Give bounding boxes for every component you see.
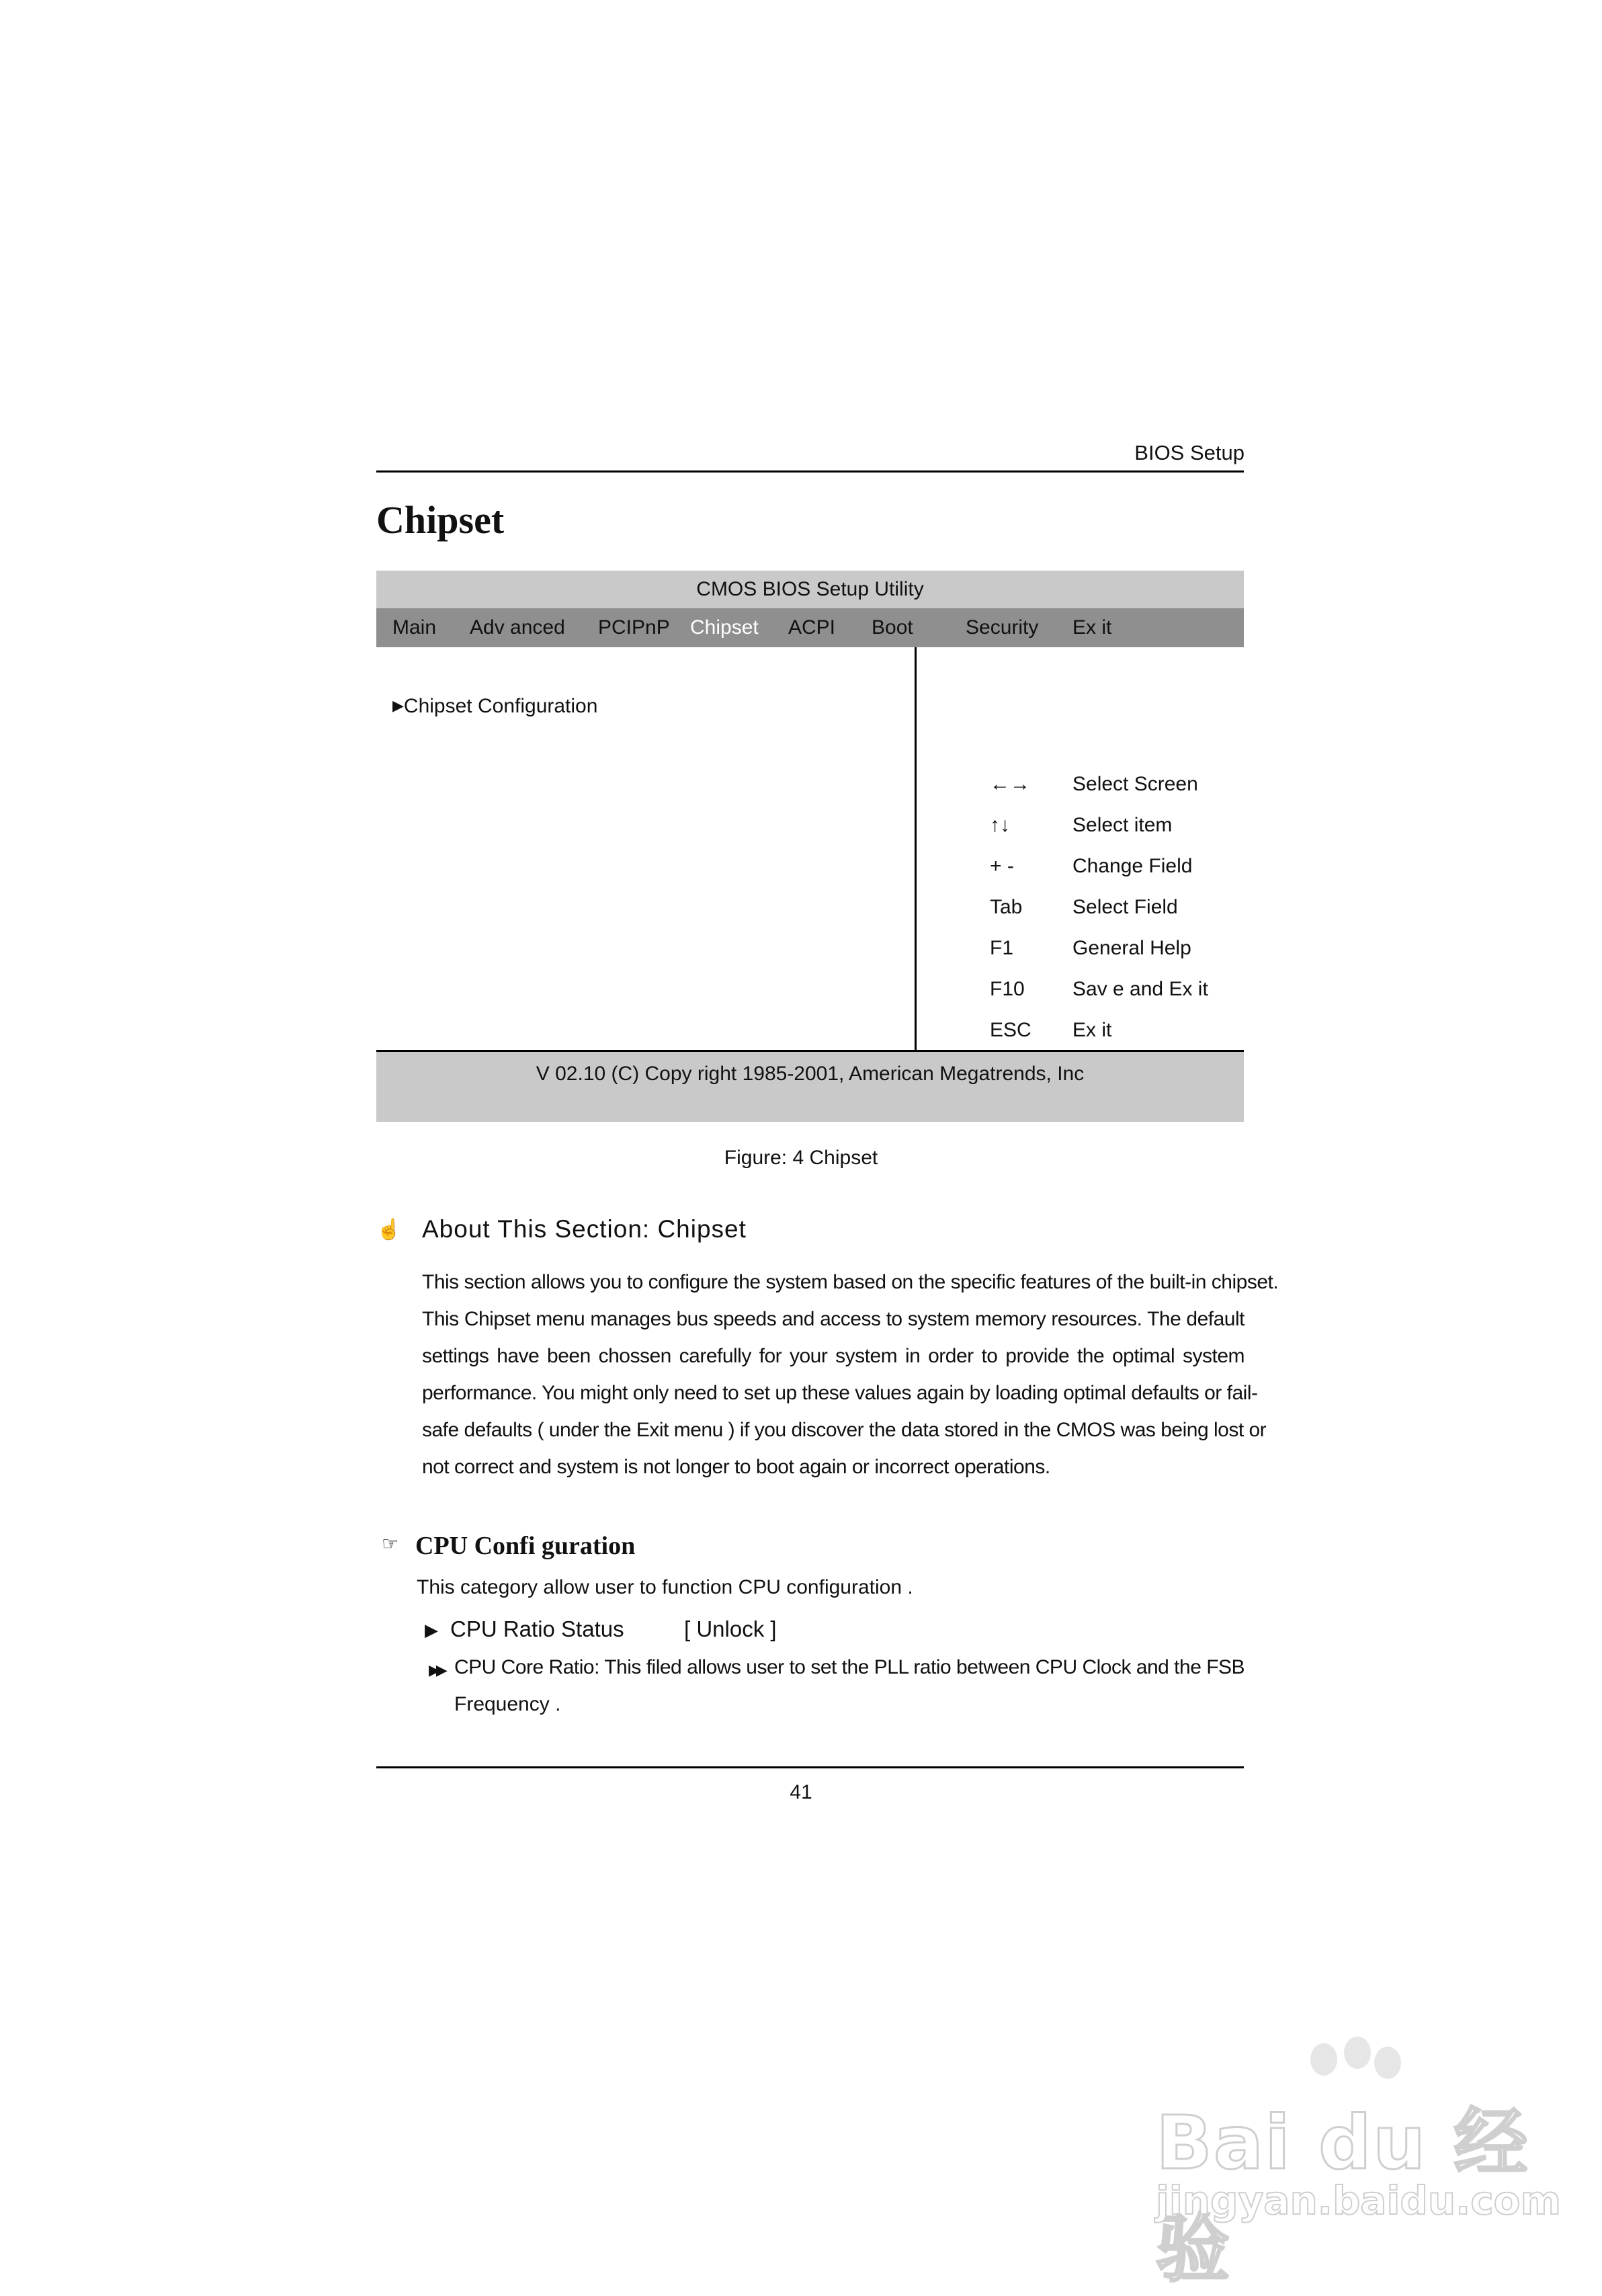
menu-boot[interactable]: Boot [872, 616, 913, 639]
triangle-bullet-icon: ▶ [425, 1620, 438, 1640]
menu-advanced[interactable]: Adv anced [470, 616, 565, 639]
cpu-config-heading: CPU Confi guration [415, 1532, 636, 1560]
help-key-f1: F1 [990, 937, 1014, 959]
paw-pad-icon [1344, 2037, 1371, 2069]
footer-rule [376, 1766, 1244, 1768]
help-key-tab: Tab [990, 896, 1023, 918]
help-key-arrows-lr: ←→ [990, 773, 1030, 795]
hand-pointer-icon: ☝ [376, 1219, 402, 1241]
running-head: BIOS Setup [1134, 441, 1245, 464]
submenu-label: Chipset Configuration [403, 695, 598, 717]
menu-exit[interactable]: Ex it [1072, 616, 1112, 639]
bios-footer [376, 1052, 1244, 1122]
watermark-logo: Bai du 经验 [1156, 2100, 1529, 2292]
about-heading: About This Section: Chipset [422, 1215, 747, 1243]
help-key-esc: ESC [990, 1019, 1031, 1041]
help-desc-select-field: Select Field [1072, 896, 1178, 918]
help-desc-general-help: General Help [1072, 937, 1191, 959]
help-key-plus-minus: + - [990, 855, 1014, 877]
cpu-core-ratio-line-1: CPU Core Ratio: This filed allows user to set the PLL ratio between CPU Clock and the FSB [454, 1656, 1245, 1678]
help-key-arrows-ud: ↑↓ [990, 814, 1010, 836]
header-rule [376, 470, 1244, 473]
submenu-arrow-icon: ▶ [392, 697, 404, 714]
help-desc-change-field: Change Field [1072, 855, 1193, 877]
paw-pad-icon [1310, 2043, 1337, 2076]
cpu-ratio-status-label: CPU Ratio Status [450, 1616, 624, 1641]
bios-title-bar [376, 571, 1244, 608]
page-number: 41 [790, 1781, 812, 1803]
about-line-3: settings have been chossen carefully for your system in order to provide the optimal system [422, 1345, 1245, 1367]
about-line-5: safe defaults ( under the Exit menu ) if you discover the data stored in the CMOS was being lost or [422, 1419, 1267, 1441]
baidu-watermark [1142, 2043, 1561, 2292]
cpu-config-intro: This category allow user to function CPU configuration . [417, 1576, 913, 1598]
menu-acpi[interactable]: ACPI [788, 616, 836, 639]
help-desc-exit: Ex it [1072, 1019, 1112, 1041]
help-desc-select-screen: Select Screen [1072, 773, 1198, 795]
watermark-url: jingyan.baidu.com [1156, 2178, 1561, 2223]
help-key-f10: F10 [990, 978, 1025, 1000]
menu-security[interactable]: Security [966, 616, 1039, 639]
submenu-chipset-configuration[interactable] [392, 695, 597, 718]
about-line-1: This section allows you to configure the system based on the specific features of the built-in chipset. [422, 1271, 1279, 1293]
cpu-ratio-status-value: [ Unlock ] [684, 1616, 777, 1641]
about-line-6: not correct and system is not longer to boot again or incorrect operations. [422, 1456, 1050, 1478]
menu-main[interactable]: Main [392, 616, 437, 639]
help-desc-select-item: Select item [1072, 814, 1173, 836]
about-line-4: performance. You might only need to set up these values again by loading optimal defaults or fail- [422, 1382, 1258, 1404]
page-title: Chipset [376, 498, 505, 542]
figure-caption: Figure: 4 Chipset [724, 1147, 878, 1169]
bios-menubar [376, 608, 1244, 647]
about-line-2: This Chipset menu manages bus speeds and access to system memory resources. The default [422, 1308, 1245, 1330]
bios-figure [376, 571, 1244, 1122]
double-triangle-bullet-icon: ▶▶ [429, 1662, 444, 1678]
finger-pointer-icon: ☞ [382, 1533, 399, 1554]
bios-panel-divider [915, 647, 917, 1051]
paw-pad-icon [1374, 2047, 1401, 2079]
menu-pcipnp[interactable]: PCIPnP [598, 616, 670, 639]
bios-copyright: V 02.10 (C) Copy right 1985-2001, American Megatrends, Inc [536, 1063, 1085, 1085]
help-desc-save-exit: Sav e and Ex it [1072, 978, 1208, 1000]
cpu-core-ratio-line-2: Frequency . [454, 1693, 561, 1715]
bios-title: CMOS BIOS Setup Utility [696, 578, 924, 600]
menu-chipset[interactable]: Chipset [690, 616, 759, 639]
